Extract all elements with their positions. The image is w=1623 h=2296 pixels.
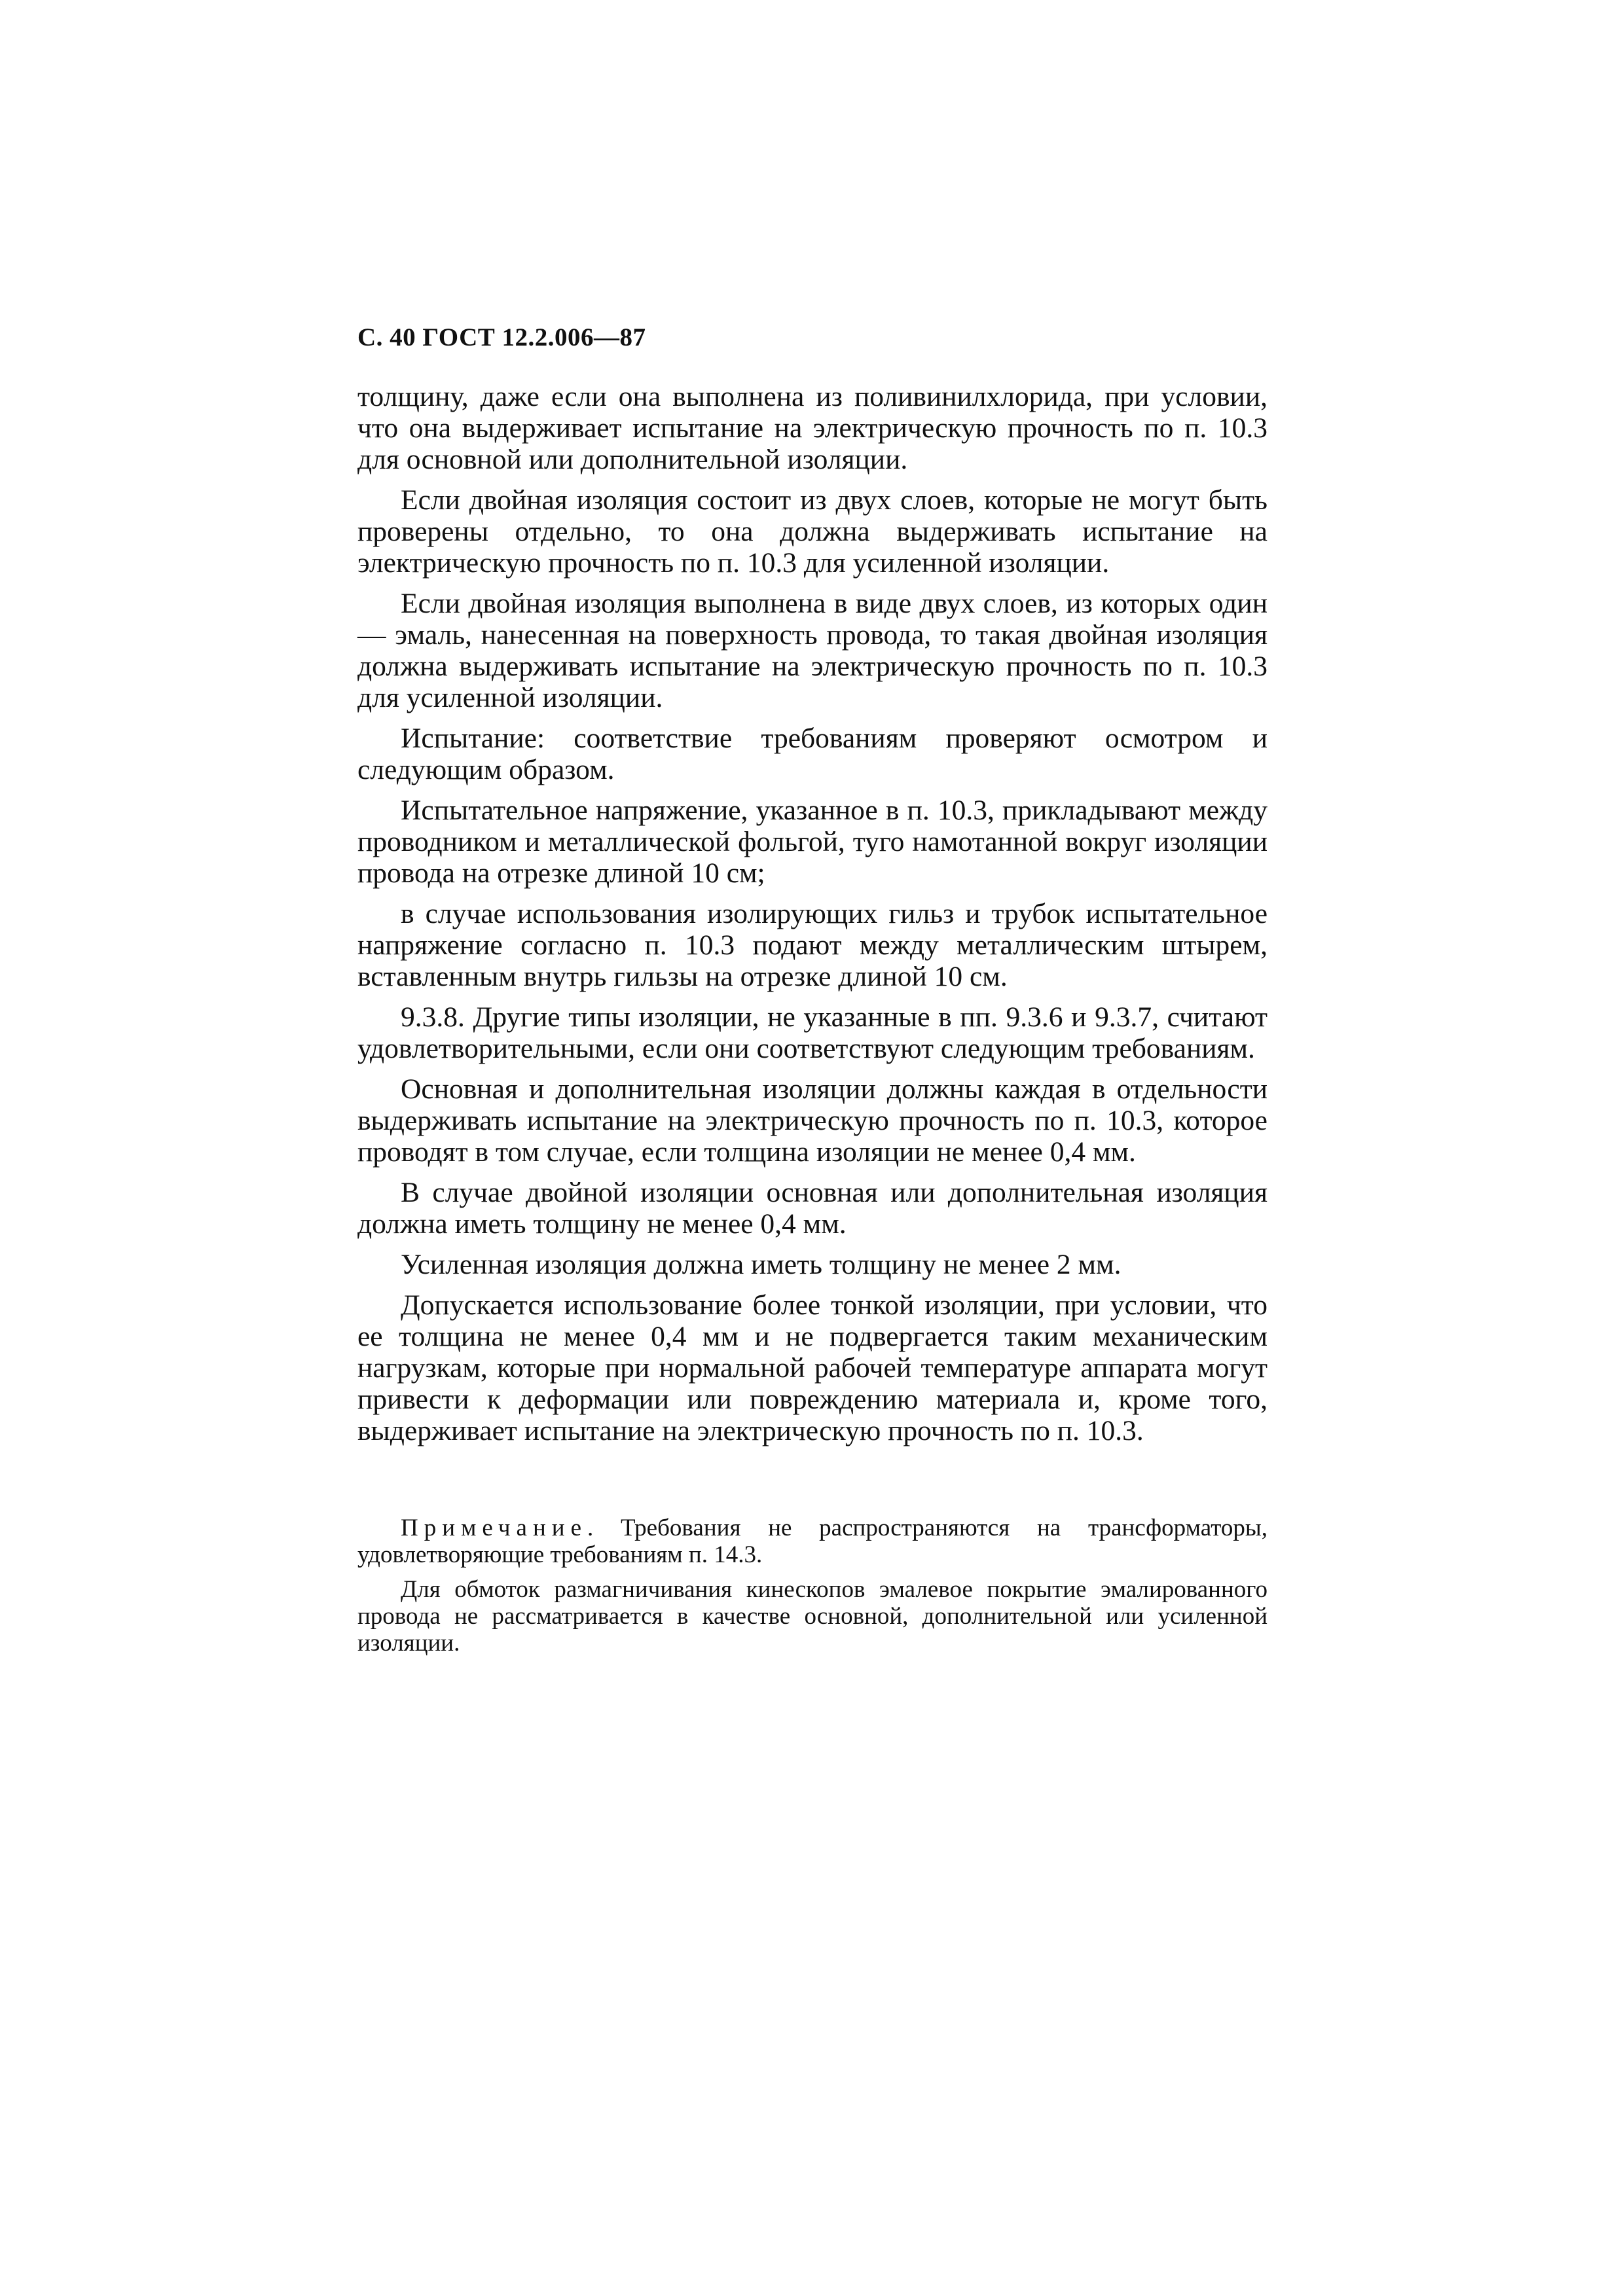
paragraph: Испытание: соответствие требованиям проверяют осмотром и следующим образом. (357, 723, 1267, 785)
page-header: С. 40 ГОСТ 12.2.006—87 (357, 323, 646, 351)
paragraph: Если двойная изоляция выполнена в виде двух слоев, из которых один — эмаль, нанесенная на поверхность провода, то такая двойная изоляция должна выдерживать испытание на электрическую прочность по п. 10.3 для усиленной изоляции. (357, 588, 1267, 713)
paragraph-continued: толщину, даже если она выполнена из поливинилхлорида, при условии, что она выдерживает испытание на электрическую прочность по п. 10.3 для основной или дополнительной изоляции. (357, 381, 1267, 475)
note-paragraph-second: Для обмоток размагничивания кинескопов эмалевое покрытие эмалированного провода не рассматривается в качестве основной, дополнительной или усиленной изоляции. (357, 1576, 1267, 1657)
note-paragraph (357, 1515, 1267, 1568)
paragraph: Если двойная изоляция состоит из двух слоев, которые не могут быть проверены отдельно, то она должна выдерживать испытание на электрическую прочность по п. 10.3 для усиленной изоляции. (357, 484, 1267, 579)
paragraph: Допускается использование более тонкой изоляции, при условии, что ее толщина не менее 0,4 мм и не подвергается таким механическим нагрузкам, которые при нормальной рабочей температуре аппарата могут привести к деформации или повреждению материала и, кроме того, выдерживает испытание на электрическую прочность по п. 10.3. (357, 1289, 1267, 1446)
note-block (357, 1515, 1267, 1664)
paragraph: Основная и дополнительная изоляции должны каждая в отдельности выдерживать испытание на электрическую прочность по п. 10.3, которое проводят в том случае, если толщина изоляции не менее 0,4 мм. (357, 1073, 1267, 1168)
document-body (357, 381, 1267, 1446)
paragraph: в случае использования изолирующих гильз и трубок испытательное напряжение согласно п. 10.3 подают между металлическим штырем, вставленным внутрь гильзы на отрезке длиной 10 см. (357, 898, 1267, 992)
clause-9-3-8: 9.3.8. Другие типы изоляции, не указанные в пп. 9.3.6 и 9.3.7, считают удовлетворительными, если они соответствуют следующим требованиям. (357, 1001, 1267, 1064)
note-text: . Требования не распространяются на трансформаторы, удовлетворяющие требованиям п. 14.3. (357, 1515, 1267, 1568)
paragraph: Испытательное напряжение, указанное в п. 10.3, прикладывают между проводником и металлической фольгой, туго намотанной вокруг изоляции провода на отрезке длиной 10 см; (357, 795, 1267, 889)
paragraph: Усиленная изоляция должна иметь толщину не менее 2 мм. (401, 1249, 1122, 1280)
note-label: Примечание (401, 1515, 587, 1541)
paragraph: В случае двойной изоляции основная или дополнительная изоляция должна иметь толщину не менее 0,4 мм. (357, 1177, 1267, 1240)
